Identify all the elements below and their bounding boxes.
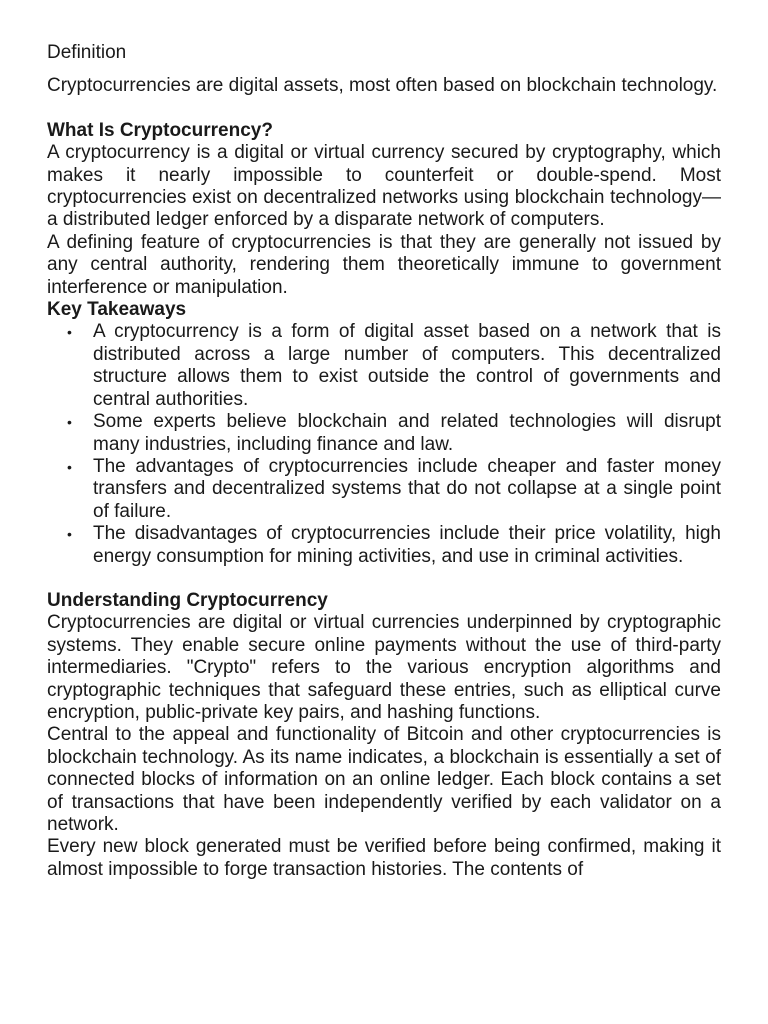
- definition-text: Cryptocurrencies are digital assets, most often based on blockchain technology.: [47, 75, 718, 97]
- section-spacer: [47, 98, 721, 120]
- bullet-icon: •: [67, 324, 72, 341]
- section-spacer: [47, 568, 721, 590]
- list-item-text: The disadvantages of cryptocurrencies include their price volatility, high energy consumption for mining activities, and use in criminal activities.: [93, 523, 721, 567]
- bullet-icon: •: [67, 458, 72, 475]
- what-is-paragraph: A defining feature of cryptocurrencies is that they are generally not issued by any central authority, rendering them theoretically immune to government interference or manipulation.: [47, 231, 721, 298]
- bullet-icon: •: [67, 526, 72, 543]
- what-is-paragraph: A cryptocurrency is a digital or virtual currency secured by cryptography, which makes it nearly impossible to counterfeit or double-spend. Most cryptocurrencies exist on decentralized networks using blockchain technology—a distributed ledger enforced by a disparate network of computers.: [47, 142, 721, 231]
- list-item-text: The advantages of cryptocurrencies include cheaper and faster money transfers and decentralized systems that do not collapse at a single point of failure.: [93, 455, 721, 522]
- definition-label: Definition: [47, 42, 127, 63]
- what-is-heading: What Is Cryptocurrency?: [47, 119, 273, 141]
- list-item: [47, 321, 721, 411]
- key-takeaways-list: [47, 321, 721, 567]
- list-item-text: A cryptocurrency is a form of digital asset based on a network that is distributed across a large number of computers. This decentralized structure allows them to exist outside the control of governments and central authorities.: [93, 321, 721, 410]
- list-item-text: Some experts believe blockchain and related technologies will disrupt many industries, including finance and law.: [93, 411, 721, 455]
- understanding-paragraph: Every new block generated must be verified before being confirmed, making it almost impossible to forge transaction histories. The contents of: [47, 836, 721, 880]
- bullet-icon: •: [67, 414, 72, 431]
- understanding-paragraph: Central to the appeal and functionality of Bitcoin and other cryptocurrencies is blockchain technology. As its name indicates, a blockchain is essentially a set of connected blocks of information on an online ledger. Each block contains a set of transactions that have been independently verified by each validator on a network.: [47, 724, 721, 835]
- key-takeaways-heading: Key Takeaways: [47, 299, 187, 321]
- list-item: [47, 456, 721, 523]
- understanding-paragraph: Cryptocurrencies are digital or virtual currencies underpinned by cryptographic systems. They enable secure online payments without the use of third-party intermediaries. "Crypto" refers to the various encryption algorithms and cryptographic techniques that safeguard these entries, such as elliptical curve encryption, public-private key pairs, and hashing functions.: [47, 612, 721, 723]
- list-item: [47, 411, 721, 456]
- list-item: [47, 523, 721, 568]
- understanding-heading: Understanding Cryptocurrency: [47, 589, 328, 611]
